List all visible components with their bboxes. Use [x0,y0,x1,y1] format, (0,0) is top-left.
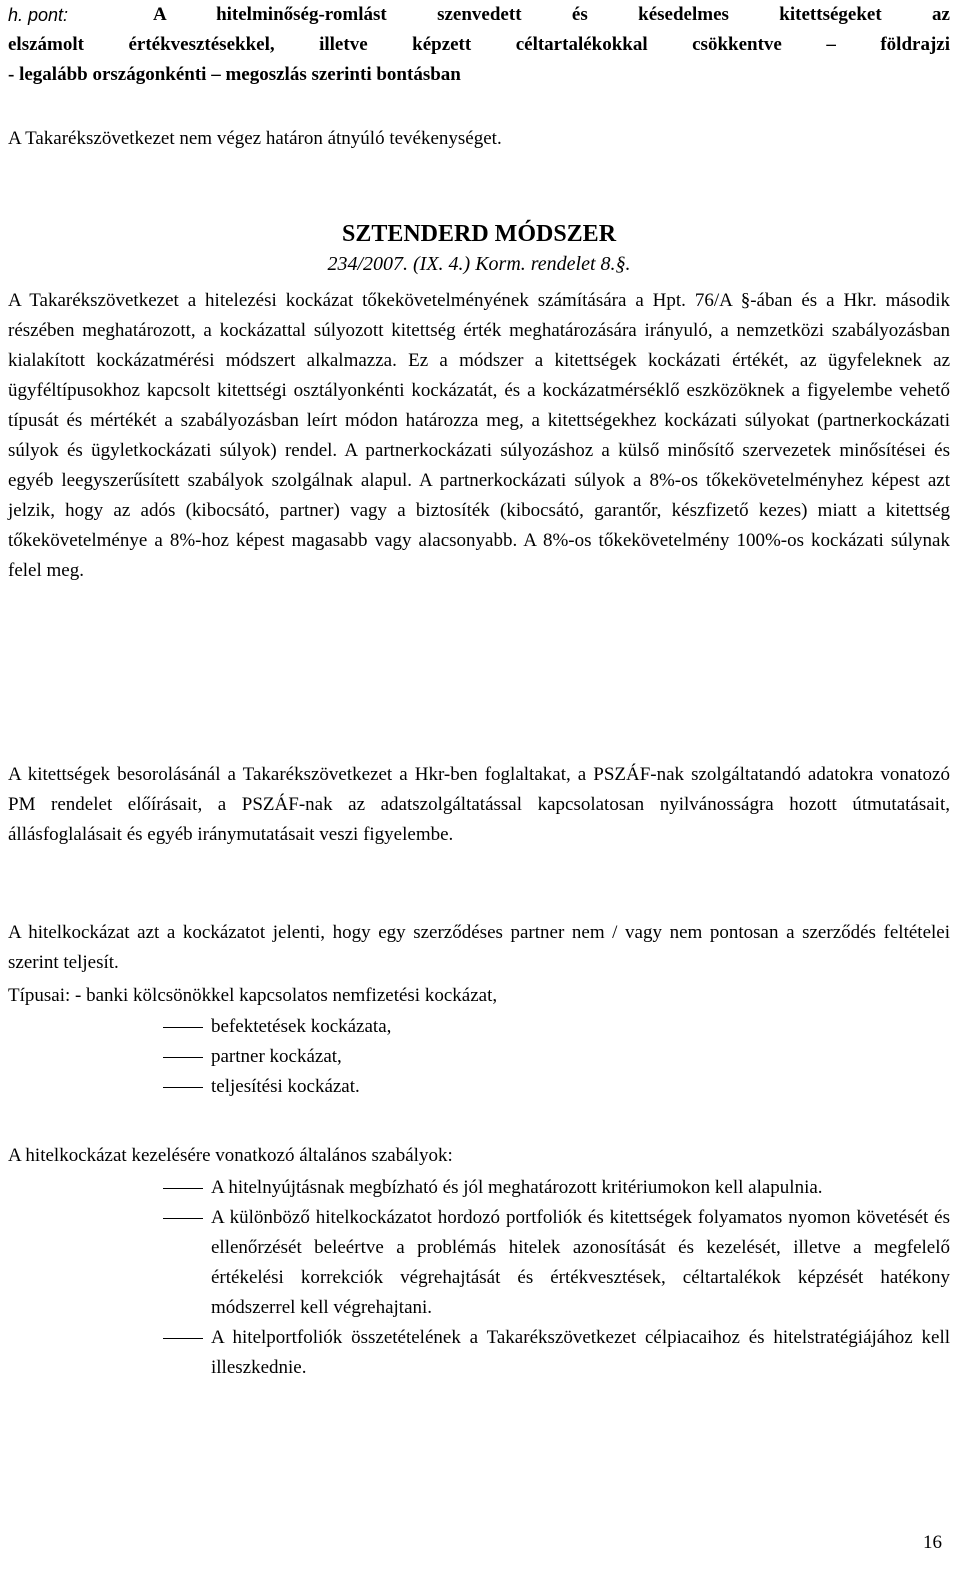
dash-bullet [163,1057,203,1058]
list-item: partner kockázat, [8,1042,950,1072]
types-intro: Típusai: - banki kölcsönökkel kapcsolatos nemfizetési kockázat, [8,985,498,1006]
list-item: teljesítési kockázat. [8,1072,950,1102]
types-list [8,1012,950,1102]
intro-text: A Takarékszövetkezet nem végez határon átnyúló tevékenységet. [8,128,502,149]
rules-list [8,1173,950,1383]
page-number: 16 [923,1532,942,1553]
dash-bullet [163,1087,203,1088]
method-subtitle: 234/2007. (IX. 4.) Korm. rendelet 8.§. [327,253,631,275]
paragraph-methodology: A Takarékszövetkezet a hitelezési kockázat tőkekövetelményének számítására a Hpt. 76/A §-ában és a Hkr. második részében meghatározott, a kockázattal súlyozott kitettség érték meghatározására irányuló, a nemzetközi szabályozásban kialakított kockázatmérési módszert alkalmazza. Ez a módszer a kitettségek kockázati értékét, az ügyfeleknek az ügyféltípusokhoz kapcsolt kitettségi osztályonkénti kockázatát, és a kockázatmérséklő eszközöknek a figyelembe vehető típusát és mértékét a szabályozásban leírt módon határozza meg, a kitettségekhez kockázati súlyokat (partnerkockázati súlyok és ügyletkockázati súlyok) rendel. A partnerkockázati súlyozáshoz a külső minősítő szervezetek minősítései és egyéb leegyszerűsített szabályok szolgálnak alapul. A partnerkockázati súlyok a 8%-os tőkekövetelményhez képest azt jelzik, hogy az adós (kibocsátó, partner) vagy a biztosíték (kibocsátó, garantőr, készfizető kezes) miatt a kitettség tőkekövetelménye a 8%-hoz képest magasabb vagy alacsonyabb. A 8%-os tőkekövetelmény 100%-os kockázati súlynak felel meg. [8,290,950,581]
section-title-line-2: elszámolt értékvesztésekkel, illetve képzett céltartalékokkal csökkentve – földrajzi [8,34,950,55]
section-title-line-1: A hitelminőség-romlást szenvedett és késedelmes kitettségeket az [153,4,950,25]
dash-bullet [163,1338,203,1339]
dash-bullet [163,1218,203,1219]
rules-intro: A hitelkockázat kezelésére vonatkozó általános szabályok: [8,1145,453,1166]
paragraph-credit-risk-definition: A hitelkockázat azt a kockázatot jelenti, hogy egy szerződéses partner nem / vagy nem pontosan a szerződés feltételei szerint teljesít. [8,922,950,973]
list-item: A különböző hitelkockázatot hordozó portfoliók és kitettségek folyamatos nyomon követését és ellenőrzését beleértve a problémás hitelek azonosítását és kezelését, illetve a megfelelő értékelési korrekciók végrehajtását és értékvesztések, céltartalékok képzését hatékony módszerrel kell végrehajtani. [8,1203,950,1323]
list-item: A hitelnyújtásnak megbízható és jól meghatározott kritériumokon kell alapulnia. [8,1173,950,1203]
section-title-line-3: - legalább országonkénti – megoszlás szerinti bontásban [8,64,461,85]
dash-bullet [163,1027,203,1028]
paragraph-classification: A kitettségek besorolásánál a Takarékszövetkezet a Hkr-ben foglaltakat, a PSZÁF-nak szolgáltatandó adatokra vonatozó PM rendelet előírásait, a PSZÁF-nak az adatszolgáltatással kapcsolatosan nyilvánosságra hozott útmutatásait, állásfoglalásait és egyéb iránymutatásait veszi figyelembe. [8,764,950,845]
dash-bullet [163,1188,203,1189]
section-label: h. pont: [8,5,69,25]
list-item: befektetések kockázata, [8,1012,950,1042]
section-header [8,0,950,90]
method-title: SZTENDERD MÓDSZER [341,221,617,247]
list-item: A hitelportfoliók összetételének a Takarékszövetkezet célpiacaihoz és hitelstratégiájához kell illeszkednie. [8,1323,950,1383]
